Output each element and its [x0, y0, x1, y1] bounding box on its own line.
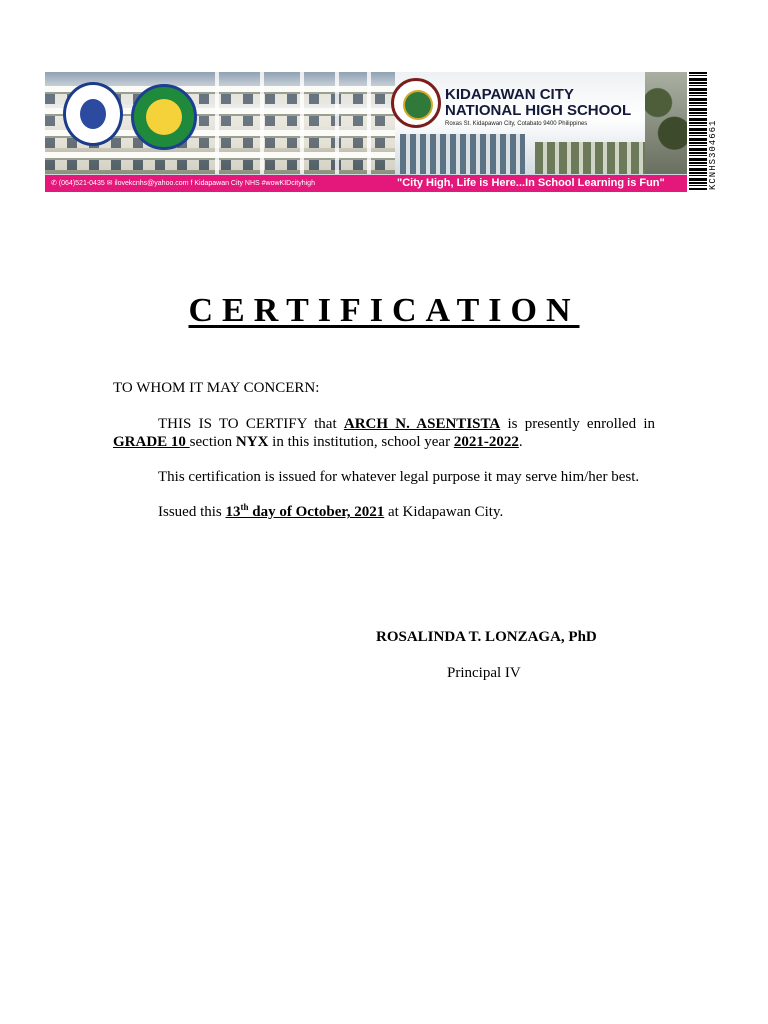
school-motto: "City High, Life is Here...In School Learning is Fun" — [397, 177, 665, 189]
contact-bar — [45, 175, 687, 192]
division-seal-icon — [131, 84, 197, 150]
background-building — [400, 134, 525, 174]
purpose-paragraph: This certification is issued for whatever legal purpose it may serve him/her best. — [158, 469, 640, 485]
student-name: ARCH N. ASENTISTA — [343, 416, 501, 432]
school-seal-icon — [391, 78, 441, 128]
signatory-name: ROSALINDA T. LONZAGA, PhD — [376, 629, 597, 645]
signatory-position: Principal IV — [447, 665, 521, 681]
school-year: 2021-2022 — [453, 434, 519, 450]
certification-paragraph: THIS IS TO CERTIFY that ARCH N. ASENTISTA is presently enrolled in GRADE 10 section NYX in this institution, school year 2021-2022. — [113, 416, 655, 450]
grade-level: GRADE 10 — [113, 434, 190, 450]
issued-date: 13th day of October, 2021 — [225, 502, 385, 520]
barcode — [689, 72, 725, 190]
issued-paragraph: Issued this 13th day of October, 2021 at Kidapawan City. — [158, 502, 504, 520]
header-banner — [45, 72, 687, 192]
deped-seal-icon — [63, 82, 123, 146]
barcode-text: KCNHS304661 — [708, 119, 718, 190]
contact-info: ✆ (064)521-0435 ✉ ilovekcnhs@yahoo.com f Kidapawan City NHS #wowKIDcityhigh — [51, 180, 315, 187]
barcode-bars-icon — [689, 72, 707, 190]
school-address: Roxas St. Kidapawan City, Cotabato 9400 Philippines — [445, 121, 588, 127]
salutation: TO WHOM IT MAY CONCERN: — [113, 380, 320, 396]
document-title: CERTIFICATION — [188, 292, 580, 329]
section-name: NYX — [235, 434, 269, 450]
school-name: KIDAPAWAN CITY NATIONAL HIGH SCHOOL — [445, 86, 632, 119]
